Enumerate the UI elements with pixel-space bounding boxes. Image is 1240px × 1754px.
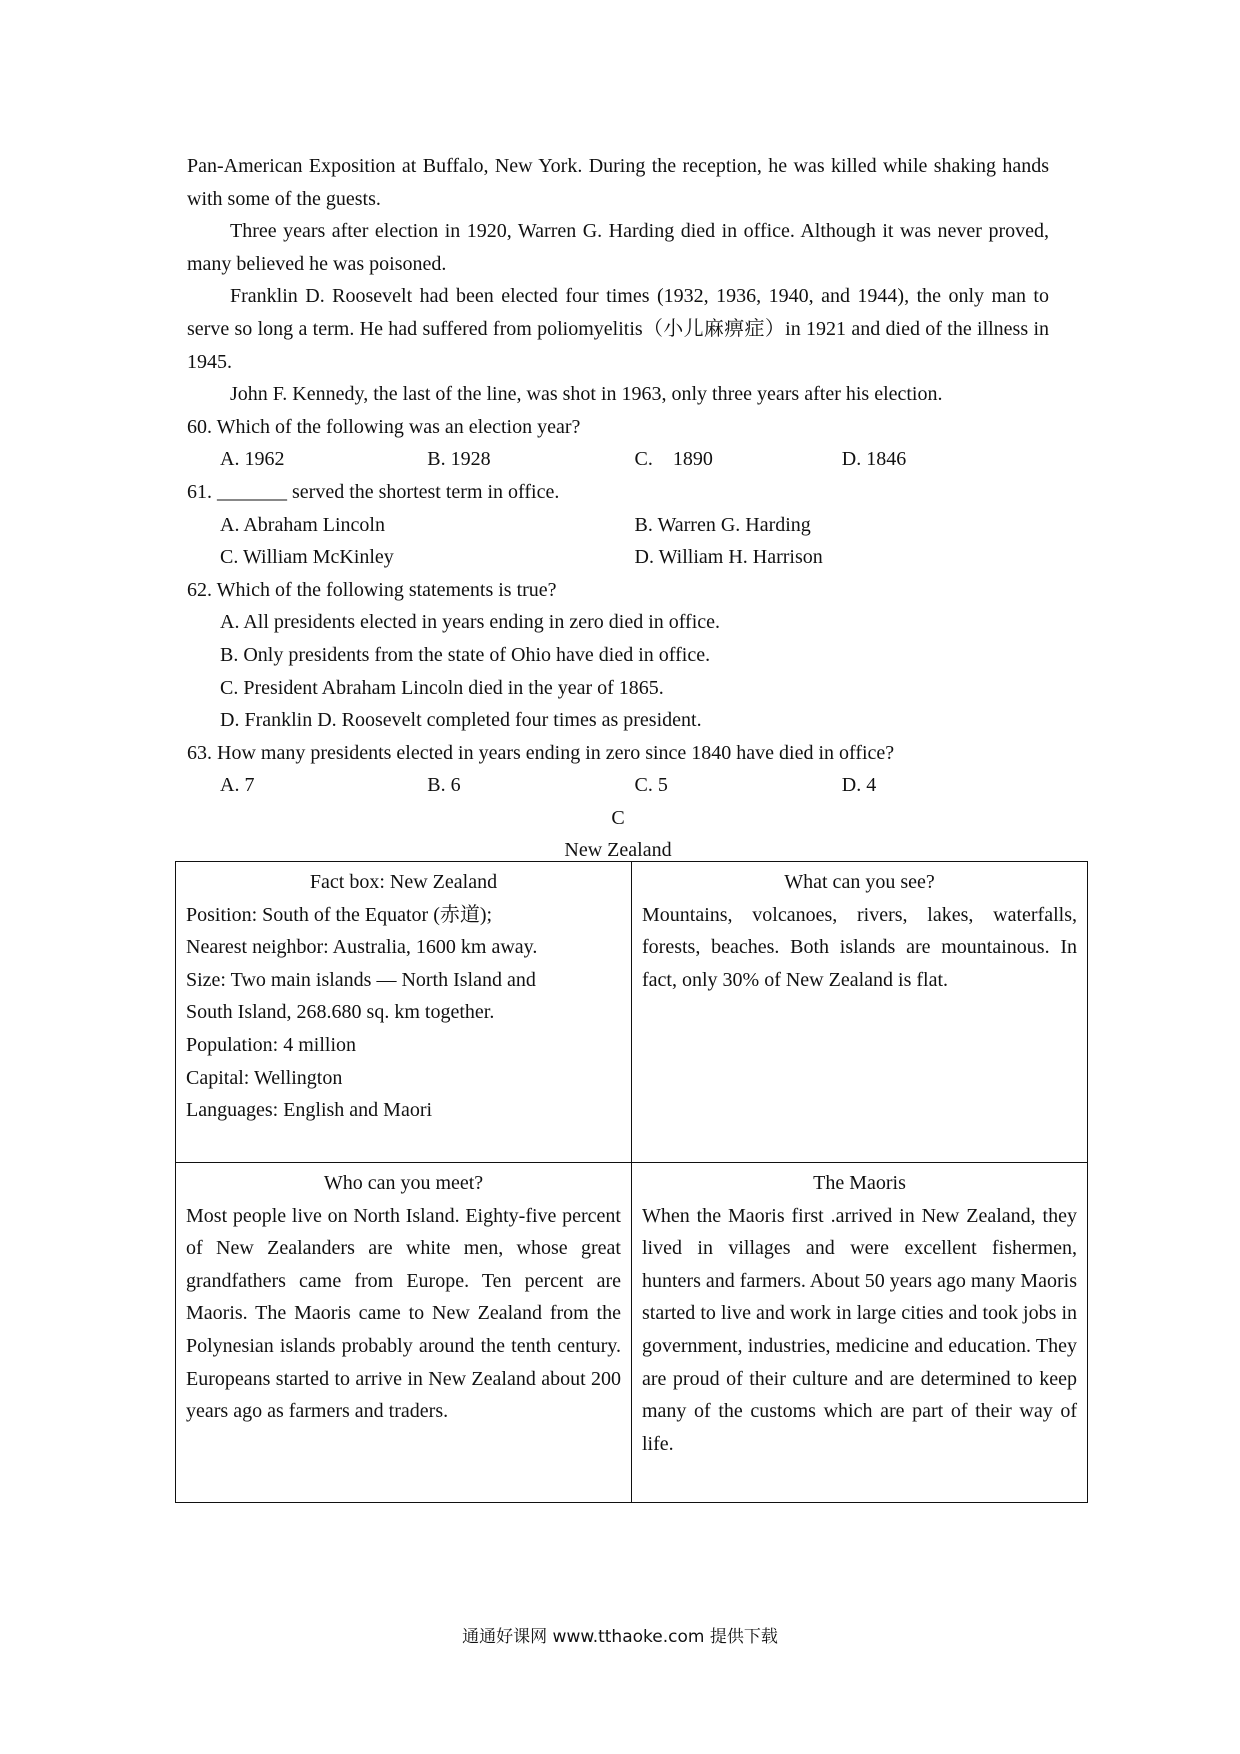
- fact-box-line: South Island, 268.680 sq. km together.: [186, 1001, 495, 1024]
- question-62-option-c: C. President Abraham Lincoln died in the year of 1865.: [220, 676, 664, 699]
- question-61-option-b: B. Warren G. Harding: [634, 513, 811, 536]
- question-63-option-a: A. 7: [220, 774, 255, 797]
- question-61-option-d: D. William H. Harrison: [634, 546, 823, 569]
- section-title: New Zealand: [564, 839, 672, 862]
- what-can-you-see-title: What can you see?: [784, 871, 935, 893]
- question-63-stem: 63. How many presidents elected in years ending in zero since 1840 have died in office?: [187, 741, 895, 764]
- question-63-option-b: B. 6: [427, 774, 461, 797]
- question-60-option-b: B. 1928: [427, 448, 491, 471]
- question-61-options-row-2: [187, 541, 1049, 574]
- fact-box-cell: [176, 862, 632, 1163]
- question-60-options: [187, 443, 1049, 476]
- fact-box-line: Capital: Wellington: [186, 1066, 343, 1089]
- question-61-option-c: C. William McKinley: [220, 546, 394, 569]
- fact-box-line: Nearest neighbor: Australia, 1600 km away.: [186, 936, 538, 959]
- passage-paragraph-3: Franklin D. Roosevelt had been elected four times (1932, 1936, 1940, and 1944), the only man to serve so long a term. He had suffered from poliomyelitis（小儿麻痹症）in 1921 and died of the illness in 1945.: [187, 285, 1049, 373]
- question-62-option-a: A. All presidents elected in years ending in zero died in office.: [220, 611, 721, 634]
- question-60-option-d: D. 1846: [841, 448, 907, 471]
- fact-box-line: Languages: English and Maori: [186, 1099, 433, 1122]
- what-can-you-see-text: Mountains, volcanoes, rivers, lakes, waterfalls, forests, beaches. Both islands are mountainous. In fact, only 30% of New Zealand is flat.: [642, 903, 1077, 991]
- question-60-stem: 60. Which of the following was an election year?: [187, 415, 581, 438]
- who-can-you-meet-title: Who can you meet?: [323, 1172, 484, 1194]
- passage-paragraph-1: Pan-American Exposition at Buffalo, New York. During the reception, he was killed while shaking hands with some of the guests.: [187, 155, 1049, 210]
- the-maoris-title: The Maoris: [813, 1172, 906, 1194]
- question-62-option-b: B. Only presidents from the state of Ohio have died in office.: [220, 643, 711, 666]
- what-can-you-see-cell: [632, 862, 1088, 1163]
- fact-box-line: Position: South of the Equator (赤道);: [186, 903, 493, 926]
- question-62-stem: 62. Which of the following statements is true?: [187, 578, 557, 601]
- question-61-options-row-1: [187, 509, 1049, 542]
- fact-box-line: Population: 4 million: [186, 1033, 357, 1056]
- fact-box-title: Fact box: New Zealand: [309, 871, 498, 893]
- question-61-option-a: A. Abraham Lincoln: [220, 513, 385, 536]
- question-63-options: [187, 769, 1049, 802]
- question-63-option-c: C. 5: [634, 774, 668, 797]
- question-61-stem: 61. _______ served the shortest term in office.: [187, 480, 560, 503]
- passage-area: [187, 150, 1049, 867]
- section-letter: C: [611, 806, 625, 829]
- question-60-option-c: C. 1890: [634, 448, 713, 471]
- passage-paragraph-4: John F. Kennedy, the last of the line, was shot in 1963, only three years after his election.: [230, 383, 943, 406]
- passage-paragraph-2: Three years after election in 1920, Warren G. Harding died in office. Although it was never proved, many believed he was poisoned.: [187, 220, 1049, 275]
- the-maoris-cell: [632, 1163, 1088, 1503]
- page-footer: 通通好课网 www.tthaoke.com 提供下载: [462, 1627, 778, 1647]
- question-63-option-d: D. 4: [841, 774, 877, 797]
- fact-box-line: Size: Two main islands — North Island and: [186, 968, 536, 991]
- who-can-you-meet-text: Most people live on North Island. Eighty-five percent of New Zealanders are white men, whose great grandfathers came from Europe. Ten percent are Maoris. The Maoris came to New Zealand from the Polynesian islands probably around the tenth century. Europeans started to arrive in New Zealand about 200 years ago as farmers and traders.: [186, 1204, 621, 1423]
- question-62-option-d: D. Franklin D. Roosevelt completed four times as president.: [220, 709, 702, 732]
- who-can-you-meet-cell: [176, 1163, 632, 1503]
- the-maoris-text: When the Maoris first .arrived in New Zealand, they lived in villages and were excellent fishermen, hunters and farmers. About 50 years ago many Maoris started to live and work in large cities and took jobs in government, industries, medicine and education. They are proud of their culture and are determined to keep many of the customs which are part of their way of life.: [642, 1204, 1077, 1455]
- question-60-option-a: A. 1962: [220, 448, 285, 471]
- new-zealand-table: [175, 861, 1088, 1503]
